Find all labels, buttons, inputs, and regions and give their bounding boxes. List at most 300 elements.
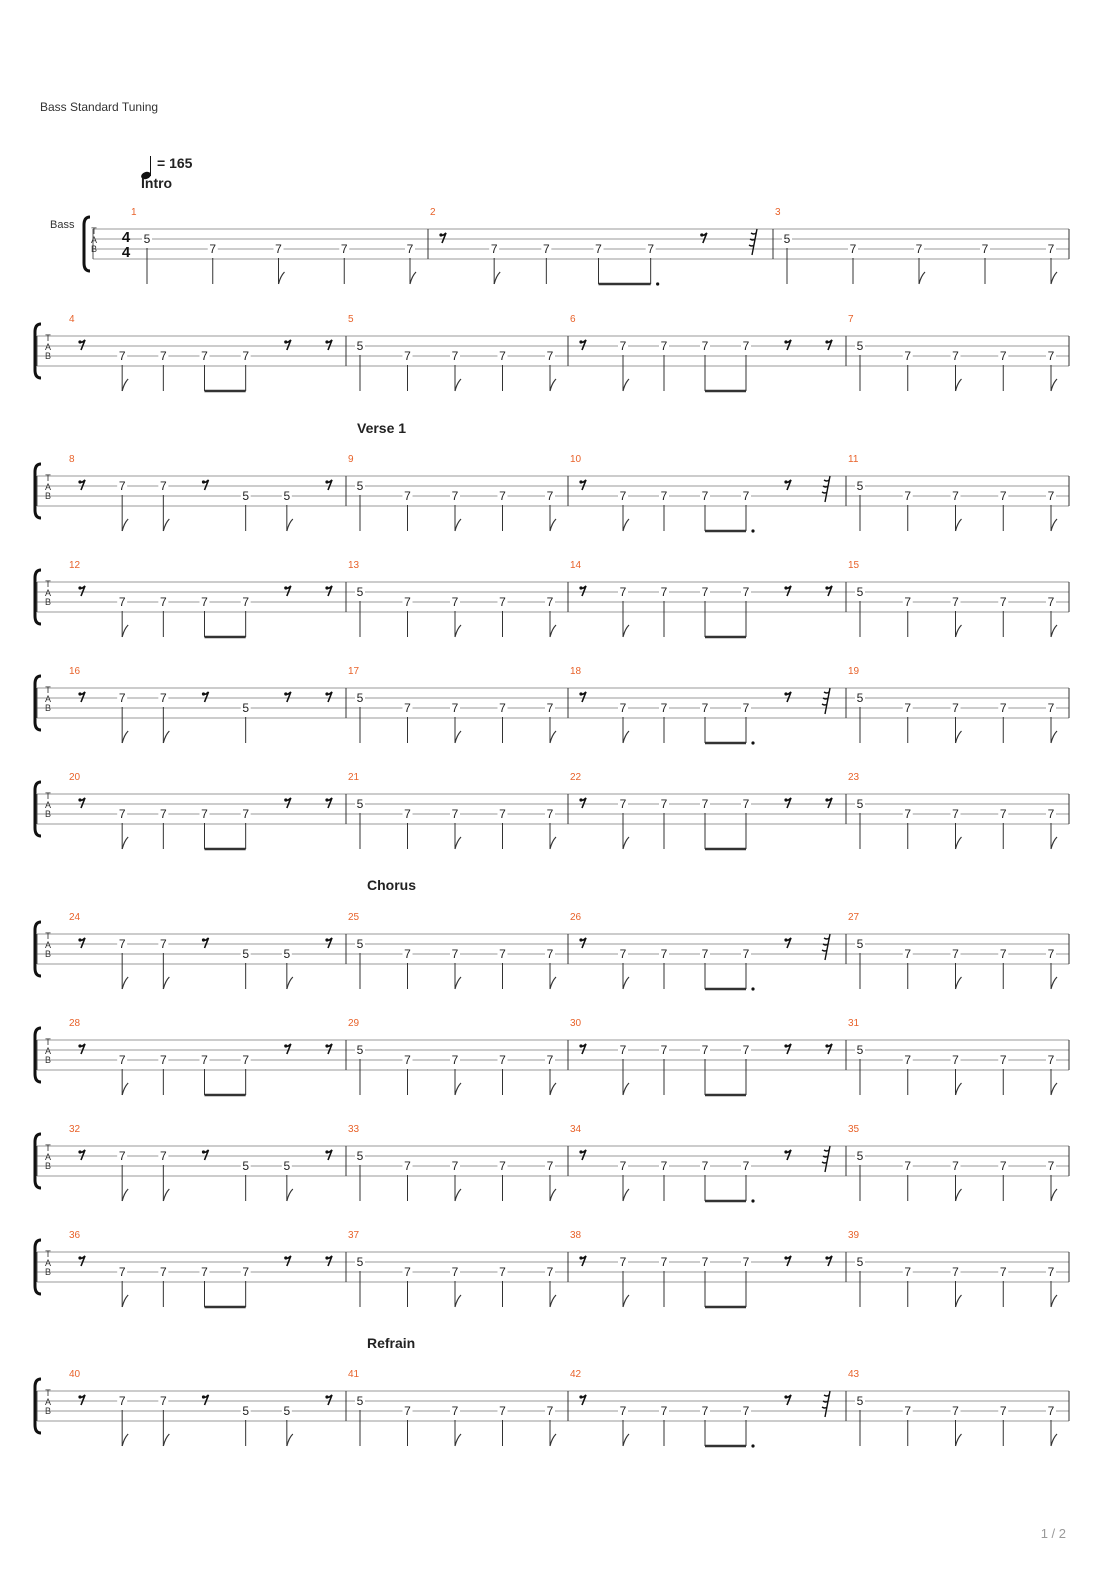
fret-number: 7	[546, 1265, 554, 1279]
measure-number: 43	[848, 1369, 860, 1380]
fret-number: 7	[904, 595, 912, 609]
eighth-rest-dot	[78, 1150, 81, 1153]
fret-number: 7	[159, 691, 167, 705]
eighth-flag	[287, 1189, 293, 1201]
measure-number: 32	[69, 1124, 81, 1135]
tab-clef-letter: T	[91, 226, 97, 236]
eighth-rest-dot	[325, 692, 328, 695]
fret-number: 5	[356, 937, 364, 951]
eighth-rest-dot	[439, 233, 442, 236]
eighth-rest-dot	[579, 1256, 582, 1259]
fret-number: 7	[118, 595, 126, 609]
measure-number: 38	[570, 1230, 582, 1241]
eighth-rest-dot	[579, 1395, 582, 1398]
fret-number: 7	[242, 807, 250, 821]
fret-number: 7	[490, 242, 498, 256]
eighth-flag	[122, 379, 128, 391]
eighth-flag	[455, 731, 461, 743]
eighth-rest-dot	[579, 692, 582, 695]
fret-number: 7	[209, 242, 217, 256]
eighth-flag	[1051, 1434, 1057, 1446]
fret-number: 7	[742, 1255, 750, 1269]
augmentation-dot	[751, 1199, 754, 1202]
eighth-flag	[455, 977, 461, 989]
fret-number: 7	[915, 242, 923, 256]
fret-number: 7	[701, 701, 709, 715]
eighth-flag	[122, 1189, 128, 1201]
tab-clef-letter: B	[44, 491, 52, 501]
fret-number: 7	[451, 1159, 459, 1173]
fret-number: 7	[981, 242, 989, 256]
fret-number: 7	[660, 1255, 668, 1269]
eighth-flag	[1051, 519, 1057, 531]
fret-number: 7	[904, 1265, 912, 1279]
fret-number: 7	[952, 947, 959, 961]
fret-number: 5	[856, 479, 864, 493]
fret-number: 7	[1047, 595, 1055, 609]
eighth-rest-dot	[325, 586, 328, 589]
eighth-rest-dot	[325, 480, 328, 483]
fret-number: 7	[242, 1053, 250, 1067]
fret-number: 7	[742, 489, 750, 503]
fret-number: 7	[742, 701, 750, 715]
eighth-flag	[455, 1083, 461, 1095]
eighth-rest-dot	[284, 340, 287, 343]
fret-number: 7	[159, 1149, 167, 1163]
measure-number: 16	[69, 666, 81, 677]
fret-number: 7	[159, 1053, 167, 1067]
eighth-flag	[122, 519, 128, 531]
eighth-flag	[455, 1189, 461, 1201]
measure-number: 31	[848, 1018, 860, 1029]
tab-system	[0, 904, 1110, 1014]
fret-number: 7	[952, 1265, 959, 1279]
fret-number: 5	[856, 1149, 864, 1163]
system-bracket	[35, 324, 41, 378]
fret-number: 7	[1047, 701, 1055, 715]
fret-number: 7	[404, 1053, 411, 1067]
tab-clef-letter: T	[45, 791, 51, 801]
eighth-flag	[410, 272, 416, 284]
eighth-flag	[550, 625, 556, 637]
fret-number: 7	[660, 701, 668, 715]
tab-clef-letter: A	[44, 1046, 52, 1056]
measure-number: 23	[848, 772, 860, 783]
eighth-flag	[455, 519, 461, 531]
fret-number: 7	[118, 937, 126, 951]
fret-number: 7	[451, 1265, 459, 1279]
fret-number: 7	[546, 701, 554, 715]
tab-system	[0, 1222, 1110, 1332]
eighth-rest-dot	[325, 1395, 328, 1398]
thirty-second-rest-icon	[749, 229, 757, 255]
fret-number: 7	[451, 947, 459, 961]
fret-number: 7	[1047, 1053, 1055, 1067]
fret-number: 5	[356, 1043, 364, 1057]
tab-clef-letter: A	[44, 1258, 52, 1268]
fret-number: 5	[143, 232, 151, 246]
measure-number: 36	[69, 1230, 81, 1241]
tab-clef-letter: A	[44, 1397, 52, 1407]
eighth-flag	[550, 1083, 556, 1095]
measure-number: 26	[570, 912, 582, 923]
fret-number: 7	[952, 1159, 959, 1173]
eighth-rest-dot	[784, 938, 787, 941]
fret-number: 7	[499, 349, 506, 363]
fret-number: 7	[595, 242, 602, 256]
fret-number: 5	[242, 947, 250, 961]
eighth-flag	[550, 731, 556, 743]
fret-number: 7	[404, 1404, 411, 1418]
fret-number: 7	[701, 947, 709, 961]
augmentation-dot	[656, 282, 659, 285]
eighth-flag	[163, 977, 169, 989]
eighth-rest-dot	[202, 480, 205, 483]
measure-number: 33	[348, 1124, 360, 1135]
fret-number: 7	[404, 947, 411, 961]
measure-number: 18	[570, 666, 582, 677]
fret-number: 7	[619, 339, 627, 353]
eighth-rest-dot	[579, 586, 582, 589]
fret-number: 7	[1047, 489, 1055, 503]
fret-number: 5	[283, 1159, 291, 1173]
eighth-rest-dot	[579, 798, 582, 801]
fret-number: 7	[546, 1404, 554, 1418]
fret-number: 7	[546, 489, 554, 503]
eighth-flag	[279, 272, 285, 284]
tab-clef-letter: B	[44, 351, 52, 361]
fret-number: 5	[356, 797, 364, 811]
measure-number: 4	[69, 314, 75, 325]
fret-number: 7	[999, 595, 1007, 609]
fret-number: 7	[201, 1265, 208, 1279]
tab-clef-letter: T	[45, 1388, 51, 1398]
eighth-rest-dot	[78, 938, 81, 941]
eighth-rest-dot	[325, 798, 328, 801]
tab-system	[0, 658, 1110, 768]
eighth-flag	[122, 837, 128, 849]
eighth-flag	[287, 1434, 293, 1446]
measure-number: 11	[848, 454, 859, 465]
eighth-rest-dot	[202, 938, 205, 941]
fret-number: 7	[159, 1394, 167, 1408]
fret-number: 7	[952, 349, 959, 363]
augmentation-dot	[751, 987, 754, 990]
eighth-flag	[623, 1434, 629, 1446]
fret-number: 7	[118, 1265, 126, 1279]
fret-number: 7	[619, 489, 627, 503]
measure-number: 40	[69, 1369, 81, 1380]
tab-clef-letter: B	[44, 809, 52, 819]
fret-number: 7	[1047, 349, 1055, 363]
fret-number: 7	[999, 807, 1007, 821]
fret-number: 7	[619, 797, 627, 811]
fret-number: 7	[118, 807, 126, 821]
fret-number: 7	[619, 1043, 627, 1057]
eighth-flag	[455, 1434, 461, 1446]
fret-number: 7	[201, 595, 208, 609]
fret-number: 7	[701, 585, 709, 599]
fret-number: 5	[283, 947, 291, 961]
fret-number: 7	[159, 595, 167, 609]
fret-number: 7	[451, 489, 459, 503]
fret-number: 7	[451, 807, 459, 821]
eighth-rest-dot	[78, 586, 81, 589]
fret-number: 5	[356, 1255, 364, 1269]
eighth-rest-dot	[784, 1395, 787, 1398]
fret-number: 7	[1047, 1159, 1055, 1173]
measure-number: 17	[348, 666, 360, 677]
eighth-rest-dot	[825, 340, 828, 343]
fret-number: 7	[242, 595, 250, 609]
fret-number: 5	[356, 1149, 364, 1163]
tab-system	[0, 552, 1110, 662]
eighth-flag	[550, 1295, 556, 1307]
fret-number: 5	[856, 1043, 864, 1057]
fret-number: 7	[406, 242, 414, 256]
fret-number: 7	[999, 947, 1007, 961]
fret-number: 7	[451, 595, 459, 609]
fret-number: 7	[546, 1053, 554, 1067]
eighth-rest-dot	[825, 586, 828, 589]
eighth-flag	[550, 837, 556, 849]
eighth-rest-dot	[78, 480, 81, 483]
eighth-rest-dot	[784, 586, 787, 589]
fret-number: 7	[546, 947, 554, 961]
tab-clef-letter: B	[44, 597, 52, 607]
fret-number: 5	[856, 1394, 864, 1408]
fret-number: 7	[242, 349, 250, 363]
fret-number: 7	[619, 947, 627, 961]
thirty-second-rest-icon	[822, 934, 830, 960]
measure-number: 3	[775, 207, 781, 218]
eighth-rest-dot	[78, 1256, 81, 1259]
tab-clef-letter: B	[90, 244, 98, 254]
eighth-rest-dot	[284, 1044, 287, 1047]
fret-number: 7	[904, 701, 912, 715]
eighth-rest-dot	[784, 1150, 787, 1153]
fret-number: 7	[499, 1159, 506, 1173]
fret-number: 7	[451, 1404, 459, 1418]
fret-number: 7	[275, 242, 282, 256]
fret-number: 5	[856, 691, 864, 705]
eighth-flag	[623, 519, 629, 531]
section-label-refrain: Refrain	[367, 1335, 416, 1351]
eighth-flag	[455, 1295, 461, 1307]
fret-number: 7	[404, 1265, 411, 1279]
eighth-flag	[494, 272, 500, 284]
fret-number: 5	[856, 339, 864, 353]
thirty-second-rest-icon	[822, 476, 830, 502]
eighth-flag	[163, 519, 169, 531]
tab-clef-letter: B	[44, 1406, 52, 1416]
tab-system	[0, 306, 1110, 416]
eighth-flag	[919, 272, 925, 284]
fret-number: 7	[546, 1159, 554, 1173]
fret-number: 7	[499, 1404, 506, 1418]
eighth-flag	[287, 977, 293, 989]
tab-clef-letter: T	[45, 1143, 51, 1153]
tab-clef-letter: A	[44, 800, 52, 810]
measure-number: 19	[848, 666, 860, 677]
fret-number: 7	[904, 807, 912, 821]
instrument-name: Bass	[50, 219, 75, 231]
measure-number: 21	[348, 772, 360, 783]
eighth-flag	[1051, 379, 1057, 391]
fret-number: 7	[904, 1053, 912, 1067]
tab-clef-letter: T	[45, 931, 51, 941]
fret-number: 7	[742, 1159, 750, 1173]
eighth-flag	[550, 1189, 556, 1201]
fret-number: 5	[242, 489, 250, 503]
tab-clef-letter: B	[44, 1161, 52, 1171]
fret-number: 7	[201, 807, 208, 821]
fret-number: 7	[660, 797, 668, 811]
measure-number: 25	[348, 912, 360, 923]
tab-clef-letter: A	[44, 482, 52, 492]
eighth-flag	[1051, 731, 1057, 743]
system-bracket	[35, 570, 41, 624]
tab-clef-letter: A	[44, 1152, 52, 1162]
fret-number: 5	[856, 797, 864, 811]
fret-number: 7	[1047, 242, 1055, 256]
section-label-intro: Intro	[141, 175, 173, 191]
fret-number: 7	[499, 489, 506, 503]
eighth-rest-dot	[202, 1395, 205, 1398]
fret-number: 7	[619, 585, 627, 599]
tab-clef-letter: A	[44, 588, 52, 598]
measure-number: 12	[69, 560, 81, 571]
fret-number: 5	[356, 585, 364, 599]
fret-number: 7	[742, 797, 750, 811]
fret-number: 5	[356, 339, 364, 353]
eighth-flag	[623, 1295, 629, 1307]
fret-number: 5	[242, 1404, 250, 1418]
fret-number: 5	[283, 489, 291, 503]
fret-number: 7	[118, 691, 126, 705]
section-label-verse-1: Verse 1	[357, 420, 407, 436]
eighth-flag	[163, 1434, 169, 1446]
measure-number: 15	[848, 560, 860, 571]
eighth-rest-dot	[284, 798, 287, 801]
thirty-second-rest-icon	[822, 1391, 830, 1417]
fret-number: 5	[856, 1255, 864, 1269]
eighth-rest-dot	[784, 1256, 787, 1259]
eighth-flag	[956, 1434, 962, 1446]
fret-number: 7	[404, 1159, 411, 1173]
fret-number: 7	[904, 489, 912, 503]
eighth-rest-dot	[78, 340, 81, 343]
fret-number: 7	[701, 1159, 709, 1173]
fret-number: 7	[499, 1053, 506, 1067]
fret-number: 7	[904, 947, 912, 961]
eighth-rest-dot	[579, 480, 582, 483]
fret-number: 7	[118, 349, 126, 363]
eighth-flag	[956, 625, 962, 637]
eighth-flag	[623, 379, 629, 391]
eighth-rest-dot	[325, 1044, 328, 1047]
system-bracket	[35, 1134, 41, 1188]
eighth-flag	[623, 977, 629, 989]
fret-number: 7	[1047, 1404, 1055, 1418]
tab-system	[0, 199, 1110, 309]
eighth-flag	[550, 977, 556, 989]
eighth-flag	[956, 731, 962, 743]
augmentation-dot	[751, 1444, 754, 1447]
eighth-flag	[455, 837, 461, 849]
fret-number: 5	[242, 701, 250, 715]
eighth-rest-dot	[325, 1256, 328, 1259]
fret-number: 7	[619, 1159, 627, 1173]
fret-number: 7	[404, 701, 411, 715]
fret-number: 7	[999, 1053, 1007, 1067]
section-label-chorus: Chorus	[367, 877, 416, 893]
measure-number: 34	[570, 1124, 582, 1135]
fret-number: 7	[647, 242, 655, 256]
measure-number: 24	[69, 912, 81, 923]
eighth-rest-dot	[78, 1395, 81, 1398]
fret-number: 7	[340, 242, 348, 256]
eighth-rest-dot	[579, 938, 582, 941]
fret-number: 7	[619, 701, 627, 715]
fret-number: 7	[546, 807, 554, 821]
system-bracket	[35, 782, 41, 836]
fret-number: 7	[701, 1255, 709, 1269]
eighth-rest-dot	[784, 480, 787, 483]
eighth-flag	[1051, 1295, 1057, 1307]
eighth-flag	[550, 1434, 556, 1446]
tab-clef-letter: A	[90, 235, 98, 245]
fret-number: 5	[783, 232, 791, 246]
eighth-flag	[122, 1434, 128, 1446]
measure-number: 22	[570, 772, 582, 783]
fret-number: 7	[404, 489, 411, 503]
eighth-rest-dot	[784, 692, 787, 695]
eighth-rest-dot	[78, 798, 81, 801]
fret-number: 7	[660, 1404, 668, 1418]
fret-number: 5	[242, 1159, 250, 1173]
fret-number: 7	[849, 242, 857, 256]
tab-clef-letter: B	[44, 1267, 52, 1277]
fret-number: 7	[660, 339, 668, 353]
tab-system	[0, 1361, 1110, 1471]
fret-number: 7	[404, 349, 411, 363]
fret-number: 7	[118, 479, 126, 493]
tab-clef-letter: A	[44, 940, 52, 950]
eighth-rest-dot	[284, 586, 287, 589]
eighth-flag	[956, 977, 962, 989]
fret-number: 5	[856, 937, 864, 951]
eighth-flag	[956, 1189, 962, 1201]
eighth-rest-dot	[579, 340, 582, 343]
eighth-flag	[163, 731, 169, 743]
system-bracket	[35, 464, 41, 518]
eighth-flag	[956, 1295, 962, 1307]
eighth-rest-dot	[825, 1044, 828, 1047]
fret-number: 7	[742, 1404, 750, 1418]
thirty-second-rest-icon	[822, 688, 830, 714]
eighth-flag	[623, 1083, 629, 1095]
fret-number: 5	[856, 585, 864, 599]
eighth-rest-dot	[579, 1150, 582, 1153]
eighth-flag	[956, 519, 962, 531]
eighth-rest-dot	[202, 692, 205, 695]
fret-number: 7	[701, 339, 709, 353]
fret-number: 5	[356, 691, 364, 705]
fret-number: 7	[619, 1255, 627, 1269]
system-bracket	[35, 1379, 41, 1433]
measure-number: 27	[848, 912, 860, 923]
